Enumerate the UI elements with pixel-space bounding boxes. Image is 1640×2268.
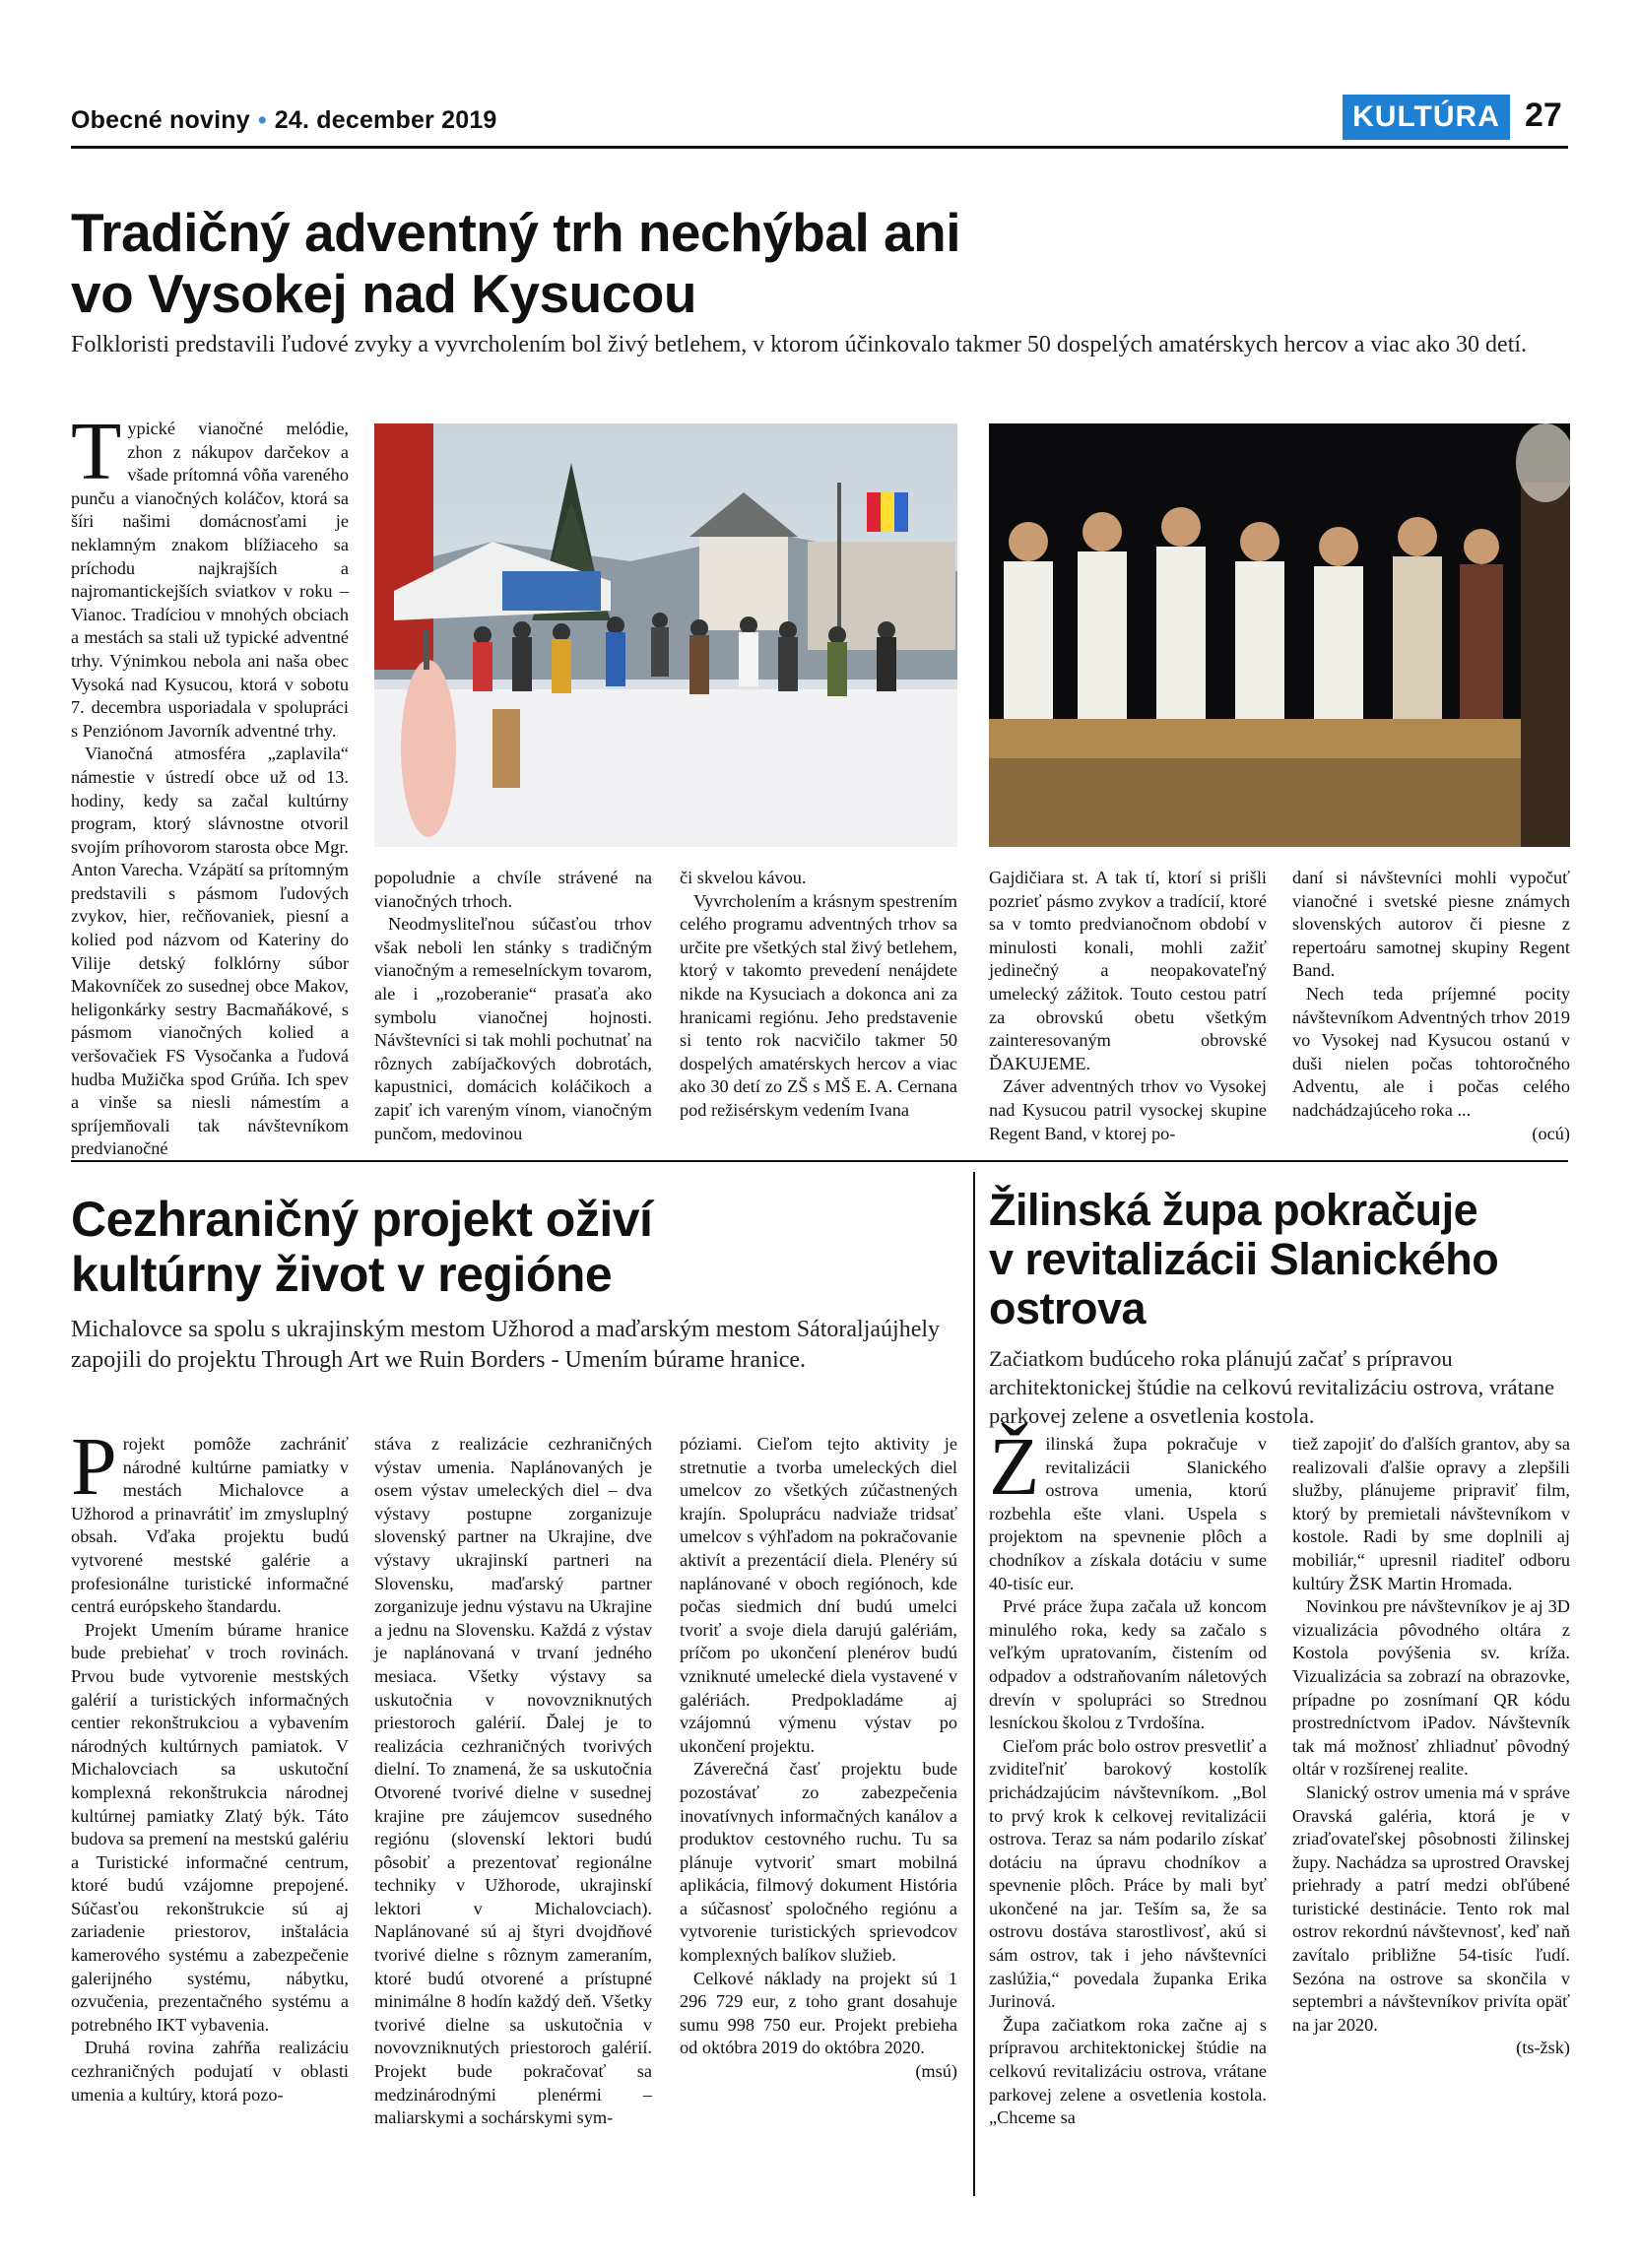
article2-column-1 — [71, 1421, 349, 2106]
article1-signature: (ocú) — [1532, 1123, 1570, 1143]
paragraph: daní si návštevníci mohli vypočuť vianočné i svetské piesne známych slovenských autorov či piesne z repertoáru samotnej skupiny Regent Band. — [1292, 868, 1570, 981]
article1-title-line1: Tradičný adventný trh nechýbal ani — [71, 202, 960, 263]
article1-column-5 — [1292, 867, 1570, 1145]
article2-signature: (msú) — [915, 2061, 957, 2082]
paragraph: Celkové náklady na projekt sú 1 296 729 eur, z toho grant dosahuje sumu 998 750 eur. Projekt prebieha od októbra 2019 do októbra 2020. — [680, 1968, 957, 2058]
paragraph: Gajdičiara st. A tak tí, ktorí si prišli pozrieť pásmo zvykov a tradícií, ktoré sa v tomto predvianočnom období v minulosti konali, mohli zažiť jedinečný a neopakovateľný umelecký zážitok. Touto cestou patrí za obrovskú obetu všetkým zainteresovaným obrovské ĎAKUJEME. — [989, 868, 1267, 1073]
article2-column-2 — [374, 1433, 652, 2130]
paragraph: Záver adventných trhov vo Vysokej nad Kysucou patril vysockej skupine Regent Band, v ktorej po- — [989, 1076, 1267, 1143]
paragraph: Novinkou pre návštevníkov je aj 3D vizualizácia pôvodného oltára z Kostola povýšenia sv. kríža. Vizualizácia sa zobrazí na obrazovke, prípadne po zosnímaní QR kódu prostredníctvom iPadov. Návštevník tak má možnosť zhliadnuť pôvodný oltár v rozšírenej realite. — [1292, 1596, 1570, 1780]
paragraph: Župa začiatkom roka začne aj s prípravou architektonickej štúdie na celkovú revitalizáciu ostrova, vrátane parkovej zelene a osvetlenia kostola. „Chceme sa — [989, 2014, 1267, 2128]
article3-title-line1: Žilinská župa pokračuje — [989, 1185, 1478, 1235]
paragraph: póziami. Cieľom tejto aktivity je stretnutie a tvorba umeleckých diel umelcov zo všetkých zúčastnených krajín. Spoluprácu nadviaže tridsať umelcov s výhľadom na pokračovanie aktivít a prezentácií diela. Plenéry sú naplánované v oboch regiónoch, kde počas siedmich dní budú umelci tvoriť a svoje diela darujú galériám, príčom po ukončení plenérov budú vzniknuté umelecké diela vystavené v galériách. Predpokladáme aj vzájomnú výmenu výstav po ukončení projektu. — [680, 1434, 957, 1756]
article2-lead: Michalovce sa spolu s ukrajinským mestom Užhorod a maďarským mestom Sátoraljaújhely zapojili do projektu Through Art we Ruin Borders - Umením búrame hranice. — [71, 1317, 941, 1373]
article3-signature: (ts-žsk) — [1516, 2038, 1570, 2058]
paragraph: Neodmysliteľnou súčasťou trhov však neboli len stánky s tradičným vianočným a remeselníckym tovarom, ale i „rozoberanie“ prasaťa ako symbolu vianočnej hojnosti. Návštevníci si tak mohli pochutnať na rôznych zabíjačkových dobrotách, kapustnici, domácich koláčikoch a zapiť ich vareným vínom, vianočným punčom, medovinou — [374, 914, 652, 1143]
article1-title — [71, 202, 1204, 324]
separator: • — [257, 106, 267, 134]
paragraph: popoludnie a chvíle strávené na vianočných trhoch. — [374, 868, 652, 911]
section-label: KULTÚRA — [1343, 95, 1510, 140]
article1-column-2 — [374, 867, 652, 1145]
article3-title — [989, 1186, 1580, 1333]
paragraph: Cieľom prác bolo ostrov presvetliť a zviditeľniť barokový kostolík prichádzajúcim návštevníkom. „Bol to prvý krok k celkovej revitalizácii ostrova. Teraz sa nám podarilo získať dotáciu na úpravu chodníkov a spevnenie plôch. Práce by mali byť ukončené na jar. Teším sa, že sa ostrovu dostáva starostlivosť, akú si sám ostrov, tak i jeho návštevníci zaslúžia,“ povedala županka Erika Jurinová. — [989, 1735, 1267, 2012]
paragraph: či skvelou kávou. — [680, 868, 807, 887]
paragraph: Slanický ostrov umenia má v správe Oravská galéria, ktorá je v zriaďovateľskej pôsobnosti žilinskej župy. Nachádza sa uprostred Oravskej priehrady a patrí medzi obľúbené turistické destinácie. Tento rok mal ostrov rekordnú návštevnosť, keď naň zavítalo približne 54-tisíc ľudí. Sezóna na ostrove sa skončila v septembri a návštevníkov privíta opäť na jar 2020. — [1292, 1782, 1570, 2035]
section-divider — [71, 1160, 1568, 1162]
article1-column-4 — [989, 867, 1267, 1145]
paragraph: Druhá rovina zahŕňa realizáciu cezhraničných podujatí v oblasti umenia a kultúry, ktorá pozo- — [71, 2038, 349, 2105]
paragraph: rojekt pomôže zachrániť národné kultúrne pamiatky v mestách Michalovce a Užhorod a prinavrátiť im zmysluplný obsah. Vďaka projektu budú vytvorené mestské galérie a profesionálne turistické informačné centrá európskeho štandardu. — [71, 1434, 349, 1617]
paragraph: Vyvrcholením a krásnym spestrením celého programu adventných trhov sa určite pre všetkých stal živý betlehem, ktorý v takomto prevedení nenájdete nikde na Kysuciach a dokonca ani za hranicami regiónu. Jeho predstavenie si tento rok nacvičilo takmer 50 dospelých amatérskych hercov a viac ako 30 detí zo ZŠ s MŠ E. A. Cernana pod režisérskym vedením Ivana — [680, 890, 957, 1120]
article2-title — [71, 1192, 938, 1302]
article1-column-1 — [71, 406, 349, 1161]
article3-title-line3: ostrova — [989, 1283, 1147, 1333]
paragraph: Prvé práce župa začala už koncom minulého roka, kedy sa začalo s veľkým upratovaním, čistením od odpadov a odstraňovaním náletových drevín v spolupráci so Strednou lesníckou školou z Tvrdošína. — [989, 1596, 1267, 1733]
market-photo — [374, 423, 957, 847]
column-divider — [973, 1172, 975, 2196]
paragraph: tiež zapojiť do ďalších grantov, aby sa realizovali ďalšie opravy a zlepšili služby, plánujeme pripraviť film, ktorý by premietali návštevníkom v kostole. Radi by sme doplnili aj mobiliár,“ upresnil riaditeľ odboru kultúry ŽSK Martin Hromada. — [1292, 1434, 1570, 1593]
masthead — [71, 106, 497, 135]
article2-column-3 — [680, 1433, 957, 2084]
paragraph: ypické vianočné melódie, zhon z nákupov darčekov a všade prítomná vôňa vareného punču a vianočných koláčov, ktorá sa šíri našimi domácnosťami je neklamným znakom blížiaceho sa príchodu najkrajších a najromantickejších sviatkov v roku – Vianoc. Tradíciou v mnohých obciach a mestách sa stali už typické adventné trhy. Výnimkou nebola ani naša obec Vysoká nad Kysucou, ktorá v sobotu 7. decembra usporiadala v spolupráci s Penziónom Javorník adventné trhy. — [71, 419, 349, 741]
article3-dropcap: Ž — [989, 1421, 1040, 1513]
paragraph: stáva z realizácie cezhraničných výstav umenia. Naplánovaných je osem výstav umeleckých diel – dva výstavy postupne zorganizuje slovenský partner na Ukrajine, dve výstavy ukrajinskí partneri na Slovensku, maďarský partner zorganizuje jednu výstavu na Ukrajine a jednu na Slovensku. Každá z výstav je naplánovaná v trvaní jedného mesiaca. Všetky výstavy sa uskutočnia v novovzniknutých priestoroch galérií. Ďalej je to realizácia cezhraničných tvorivých dielní. To znamená, že sa uskutočnia Otvorené tvorivé dielne v susednej krajine pre záujemcov susedného regiónu (slovenskí lektori budú pôsobiť a prezentovať regionálne techniky v Užhorode, ukrajinskí lektori v Michalovciach). Naplánované sú aj štyri dvojdňové tvorivé dielne s rôznym zameraním, ktoré budú otvorené a prístupné minimálne 8 hodín každý deň. Všetky tvorivé dielne sa uskutočnia v novovzniknutých priestoroch galérií. Projekt bude pokračovať sa medzinárodnými plenérmi – maliarskymi a sochárskymi sym- — [374, 1434, 652, 2128]
performers-photo — [989, 423, 1570, 847]
paragraph: Nech teda príjemné pocity návštevníkom Adventných trhov 2019 vo Vysokej nad Kysucou ostanú v duši nielen počas tohtoročného Adventu, ale i počas celého nadchádzajúceho roka ... — [1292, 983, 1570, 1120]
article2-dropcap: P — [71, 1421, 117, 1513]
market-photo-image — [374, 423, 957, 847]
issue-date: 24. december 2019 — [274, 106, 497, 134]
header-rule — [71, 146, 1568, 149]
paper-name: Obecné noviny — [71, 106, 250, 134]
article1-dropcap: T — [71, 406, 122, 497]
article3-column-2 — [1292, 1433, 1570, 2060]
article3-lead: Začiatkom budúceho roka plánujú začať s prípravou architektonickej štúdie na celkovú revitalizáciu ostrova, vrátane parkovej zelene a osvetlenia kostola. — [989, 1346, 1555, 1428]
paragraph: Projekt Umením búrame hranice bude prebiehať v troch rovinách. Prvou bude vytvorenie mestských galérií a turistických informačných centier rekonštrukciou a vybavením národných kultúrnych pamiatok. V Michalovciach sa uskutoční komplexná rekonštrukcia národnej kultúrnej pamiatky Zlatý býk. Táto budova sa premení na mestskú galériu a Turistické informačné centrum, ktoré budú vzájomne prepojené. Súčasťou rekonštrukcie sú aj zariadenie priestorov, inštalácia kamerového systému a zabezpečenie galerijného systému, nábytku, ozvučenia, prezentačného systému a potrebného IKT vybavenia. — [71, 1619, 349, 2035]
performers-photo-image — [989, 423, 1570, 847]
paragraph: Vianočná atmosféra „zaplavila“ námestie v ústredí obce už od 13. hodiny, kedy sa začal kultúrny program, ktorý slávnostne otvoril svojím príhovorom starosta obce Mgr. Anton Varecha. Vzápätí sa prítomným predstavili s pásmom ľudových zvykov, hier, rečňovaniek, piesní a kolied pod názvom od Kateriny do Vilije detský folklórny súbor Makovníček zo susednej obce Makov, heligonkárky sestry Bacmaňákové, s pásmom vianočných kolied a veršovačiek FS Vysočanka a ľudová hudba Mužička spod Grúňa. Ich spev a vinše sa niesli námestím a spríjemňovali tak návštevníkom predvianočné — [71, 744, 349, 1159]
article3-column-1 — [989, 1421, 1267, 2130]
paragraph: ilinská župa pokračuje v revitalizácii Slanického ostrova umenia, ktorú rozbehla ešte vlani. Uspela s projektom na spevnenie plôch a chodníkov a získala dotáciu v sume 40-tisíc eur. — [989, 1434, 1267, 1593]
article2-title-line2: kultúrny život v regióne — [71, 1247, 613, 1302]
article1-title-line2: vo Vysokej nad Kysucou — [71, 263, 696, 324]
paragraph: Záverečná časť projektu bude pozostávať zo zabezpečenia inovatívnych informačných kanálov a produktov cestovného ruchu. Tu sa plánuje vytvoriť smart mobilná aplikácia, filmový dokument História a súčasnosť spoločného regiónu a vytvorenie turistických sprievodcov komplexných balíkov služieb. — [680, 1759, 957, 1966]
article2-title-line1: Cezhraničný projekt oživí — [71, 1192, 653, 1247]
page-number: 27 — [1525, 97, 1562, 134]
article1-lead: Folkloristi predstavili ľudové zvyky a vyvrcholením bol živý betlehem, v ktorom účinkovalo takmer 50 dospelých amatérskych hercov a viac ako 30 detí. — [71, 332, 1528, 357]
article3-title-line2: v revitalizácii Slanického — [989, 1234, 1499, 1284]
article1-column-3 — [680, 867, 957, 1123]
